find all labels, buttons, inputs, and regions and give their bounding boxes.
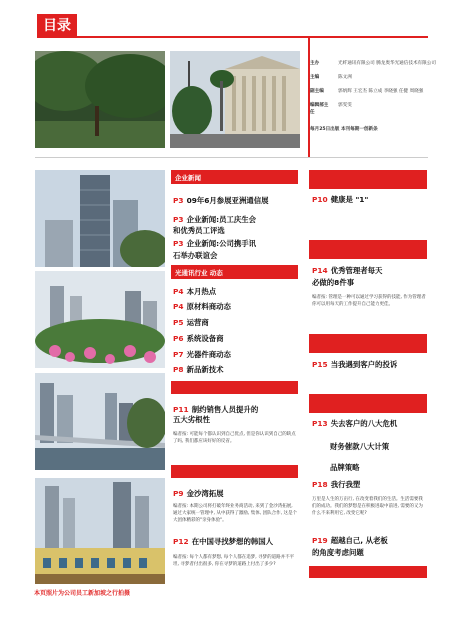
section-header-blank — [309, 334, 427, 353]
toc-title: 企业新闻:公司携手讯 — [186, 239, 257, 248]
toc-title: 品牌策略 — [330, 463, 360, 472]
toc-title: 原材料商动态 — [186, 302, 231, 311]
toc-page: P3 — [173, 196, 184, 205]
toc-title: 的角度考虑问题 — [312, 548, 364, 557]
toc-entry-continued[interactable] — [173, 415, 210, 425]
photo-bridge-skyline — [35, 373, 165, 470]
section-header-enterprise: 企业新闻 — [171, 170, 298, 184]
toc-title: 运营商 — [186, 318, 209, 327]
toc-page: P10 — [312, 195, 328, 204]
toc-entry[interactable] — [173, 239, 256, 249]
photo-government-building — [170, 51, 300, 148]
toc-title: 09年6月参展亚洲通信展 — [186, 196, 269, 205]
toc-entry-continued[interactable] — [330, 463, 360, 473]
toc-entry[interactable] — [173, 318, 209, 328]
publication-note: 每月25日出版 本刊每期一创新条 — [310, 127, 378, 132]
toc-entry[interactable] — [173, 537, 273, 547]
toc-title: 失去客户的八大危机 — [330, 419, 398, 428]
toc-page: P3 — [173, 239, 184, 248]
toc-title: 优秀管理者每天 — [330, 266, 383, 275]
toc-page: P13 — [312, 419, 328, 428]
masthead-value: 光纤通讯有限公司 腾龙奥华光通信技术有限公司 — [338, 61, 436, 66]
toc-page: P14 — [312, 266, 328, 275]
toc-page: P15 — [312, 360, 328, 369]
toc-entry[interactable] — [173, 215, 256, 225]
masthead-label: 主编 — [310, 75, 320, 80]
toc-title: 石举办联谊会 — [173, 251, 218, 260]
masthead-label: 编辑部主任 — [310, 103, 329, 115]
toc-title: 当我遇到客户的投诉 — [330, 360, 398, 369]
toc-title: 和优秀员工评选 — [173, 226, 225, 235]
toc-entry[interactable] — [312, 360, 397, 370]
toc-page: P4 — [173, 287, 184, 296]
editor-note: 编者按: 每个人都有梦想, 每个人都在追梦, 寻梦的道路并不平坦, 寻梦者付出很多, 你在寻梦的道路上付出了多少? — [173, 555, 295, 567]
toc-title: 财务催款八大计策 — [330, 442, 390, 451]
photo-caption: 本页照片为公司员工新加坡之行拍摄 — [34, 590, 131, 597]
toc-title: 制约销售人员提升的 — [191, 405, 259, 414]
toc-title: 健康是 "1" — [330, 195, 369, 204]
toc-entry[interactable] — [173, 287, 216, 297]
toc-title: 金沙湾拓展 — [186, 489, 224, 498]
masthead-value: 郭炳辉 王宏杰 陈立成 李晓强 任健 周晓强 — [338, 89, 424, 94]
photo-park-top-left — [35, 51, 165, 148]
toc-page: P11 — [173, 405, 189, 414]
masthead — [310, 60, 450, 133]
masthead-label: 副主编 — [310, 89, 324, 94]
toc-entry-continued[interactable] — [173, 226, 225, 236]
page-title: 目录 — [37, 14, 77, 36]
toc-entry[interactable] — [173, 405, 258, 415]
photo-city-park — [35, 271, 165, 368]
toc-entry-continued[interactable] — [330, 442, 389, 452]
masthead-label: 主办 — [310, 61, 320, 66]
section-header-blank — [309, 240, 427, 259]
masthead-value: 陈文洲 — [338, 75, 352, 80]
toc-title: 光器件商动态 — [186, 350, 231, 359]
toc-title: 新品新技术 — [186, 365, 224, 374]
masthead-value: 郭雯雯 — [338, 103, 352, 108]
toc-title: 企业新闻:员工庆生会 — [186, 215, 257, 224]
toc-page: P12 — [173, 537, 189, 546]
section-header-blank — [171, 465, 298, 478]
toc-title: 五大劣根性 — [173, 415, 210, 424]
photo-shophouses — [35, 478, 165, 584]
toc-page: P5 — [173, 318, 184, 327]
section-header-blank — [309, 394, 427, 413]
toc-entry[interactable] — [312, 419, 397, 429]
editor-note: 万里是人生的万亩行, 在改变着我们的生活。生活需要我们的成功。我们的梦想是在积极进取中前进, 需要的又为什么不来利用它, 改变它呢? — [312, 497, 423, 516]
toc-entry-continued[interactable] — [312, 548, 364, 558]
toc-entry[interactable] — [173, 350, 231, 360]
toc-entry[interactable] — [312, 266, 382, 276]
toc-title: 我行我塑 — [330, 480, 361, 489]
toc-title: 系统设备商 — [186, 334, 224, 343]
toc-entry[interactable] — [312, 480, 360, 490]
toc-page: P6 — [173, 334, 184, 343]
toc-entry[interactable] — [173, 302, 231, 312]
section-divider — [35, 157, 428, 158]
title-underline — [37, 36, 428, 38]
toc-title: 在中国寻找梦想的韩国人 — [191, 537, 274, 546]
toc-page: P8 — [173, 365, 184, 374]
toc-page: P3 — [173, 215, 184, 224]
section-header-industry: 光通讯行业 动态 — [171, 265, 298, 279]
section-header-blank — [171, 381, 298, 394]
toc-page: P19 — [312, 536, 328, 545]
toc-page: P18 — [312, 480, 328, 489]
editor-note: 编者按: 管理是一种可以通过学习获得的技能, 作为管理者你可以用每天的工作提升自己能力更佳。 — [312, 295, 426, 307]
toc-entry[interactable] — [173, 489, 224, 499]
toc-entry[interactable] — [312, 536, 388, 546]
toc-entry-continued[interactable] — [173, 251, 217, 261]
section-header-blank — [309, 170, 427, 189]
toc-title: 本月热点 — [186, 287, 217, 296]
toc-entry[interactable] — [173, 334, 224, 344]
toc-page: P4 — [173, 302, 184, 311]
toc-title: 必做的8件事 — [312, 278, 355, 287]
toc-entry[interactable] — [312, 195, 368, 205]
toc-entry-continued[interactable] — [312, 278, 354, 288]
editor-note: 编者按: 可能每个都认识到自己优点, 但是你认识到自己的缺点了吗, 我们都应该好好的反省。 — [173, 432, 296, 444]
toc-page: P7 — [173, 350, 184, 359]
editor-note: 编者按: 本期公司将打破年终业务商活动, 来到了金沙湾拓展, 通过大家统一管理中, 从中获得了激励, 集体, 团队合作, 这是个大团体精彩的"亲身体验"。 — [173, 504, 297, 523]
toc-title: 超越自己, 从老板 — [330, 536, 388, 545]
toc-page: P9 — [173, 489, 184, 498]
toc-entry[interactable] — [173, 365, 224, 375]
toc-entry[interactable] — [173, 196, 269, 206]
photo-skyscraper — [35, 170, 165, 267]
footer-bar — [309, 566, 427, 578]
